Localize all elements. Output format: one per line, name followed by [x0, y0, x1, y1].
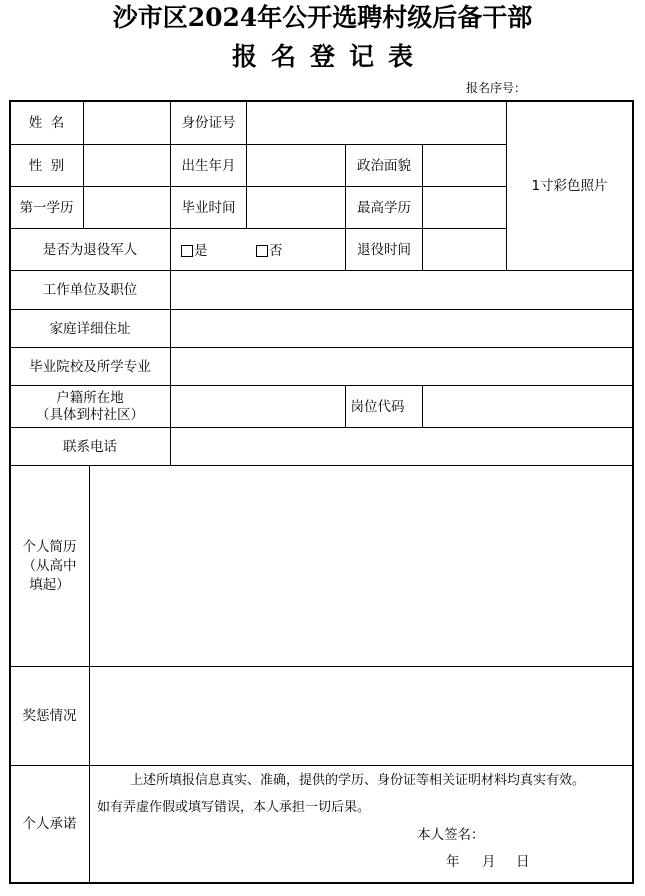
veteran-yes-label: 是	[194, 243, 208, 259]
awards-label: 奖惩情况	[22, 708, 77, 724]
resume-label-line3: 填起）	[29, 576, 70, 593]
highest-education-label: 最高学历	[357, 199, 411, 216]
row-line	[9, 765, 633, 766]
highest-education-field[interactable]	[423, 187, 506, 228]
birth-date-field[interactable]	[247, 145, 345, 186]
form-subtitle: 报名登记表	[231, 42, 427, 71]
household-label	[10, 386, 170, 427]
date-day-label: 日	[516, 854, 530, 870]
signature-field[interactable]	[485, 823, 625, 845]
political-status-label: 政治面貌	[357, 157, 411, 174]
veteran-no-label: 否	[269, 243, 283, 259]
household-label-line2: （具体到村社区）	[36, 406, 144, 423]
resume-field[interactable]	[90, 466, 632, 666]
first-education-field[interactable]	[84, 187, 170, 228]
phone-label: 联系电话	[63, 438, 117, 455]
name-label: 姓 名	[28, 114, 65, 131]
graduation-time-label: 毕业时间	[181, 199, 236, 216]
date-month-label: 月	[482, 854, 496, 870]
home-address-field[interactable]	[171, 310, 632, 347]
school-major-field[interactable]	[171, 348, 632, 385]
table-border-right	[632, 100, 634, 884]
graduation-time-field[interactable]	[247, 187, 345, 228]
photo-label: 1寸彩色照片	[531, 177, 608, 194]
gender-label: 性 别	[28, 157, 65, 174]
first-education-label: 第一学历	[19, 199, 74, 216]
table-border-bottom	[9, 882, 633, 884]
gender-field[interactable]	[84, 145, 170, 186]
veteran-label: 是否为退役军人	[42, 241, 138, 258]
veteran-yes-option[interactable]	[181, 242, 208, 260]
post-code-label: 岗位代码	[350, 398, 405, 415]
birth-date-label: 出生年月	[181, 157, 236, 174]
id-number-field[interactable]	[247, 101, 506, 144]
work-unit-label: 工作单位及职位	[42, 282, 138, 298]
name-field[interactable]	[84, 101, 170, 144]
form-title: 沙市区2024年公开选聘村级后备干部	[112, 3, 533, 32]
work-unit-field[interactable]	[171, 271, 632, 309]
date-year-label: 年	[446, 854, 460, 870]
household-field[interactable]	[171, 386, 345, 427]
resume-label-line2: （从高中	[22, 557, 77, 574]
retirement-time-field[interactable]	[423, 229, 506, 270]
promise-text-line1: 上述所填报信息真实、准确，提供的学历、身份证等相关证明材料均真实有效。	[130, 773, 586, 788]
phone-field[interactable]	[171, 428, 632, 465]
awards-field[interactable]	[90, 667, 632, 765]
id-number-label: 身份证号	[181, 114, 236, 131]
promise-text-line2: 如有弄虚作假或填写错误，本人承担一切后果。	[97, 800, 371, 815]
photo-box[interactable]	[507, 101, 632, 270]
signature-label: 本人签名：	[417, 827, 485, 843]
resume-label-line1: 个人简历	[22, 538, 77, 555]
resume-label	[10, 466, 89, 666]
checkbox-icon[interactable]	[256, 245, 268, 257]
political-status-field[interactable]	[423, 145, 506, 186]
household-label-line1: 户籍所在地	[56, 389, 124, 406]
promise-label: 个人承诺	[22, 816, 77, 832]
retirement-time-label: 退役时间	[357, 241, 411, 258]
post-code-field[interactable]	[423, 386, 632, 427]
veteran-no-option[interactable]	[256, 242, 283, 260]
checkbox-icon[interactable]	[181, 245, 193, 257]
home-address-label: 家庭详细住址	[49, 320, 131, 337]
school-major-label: 毕业院校及所学专业	[29, 358, 151, 375]
serial-number-label: 报名序号：	[466, 81, 527, 95]
